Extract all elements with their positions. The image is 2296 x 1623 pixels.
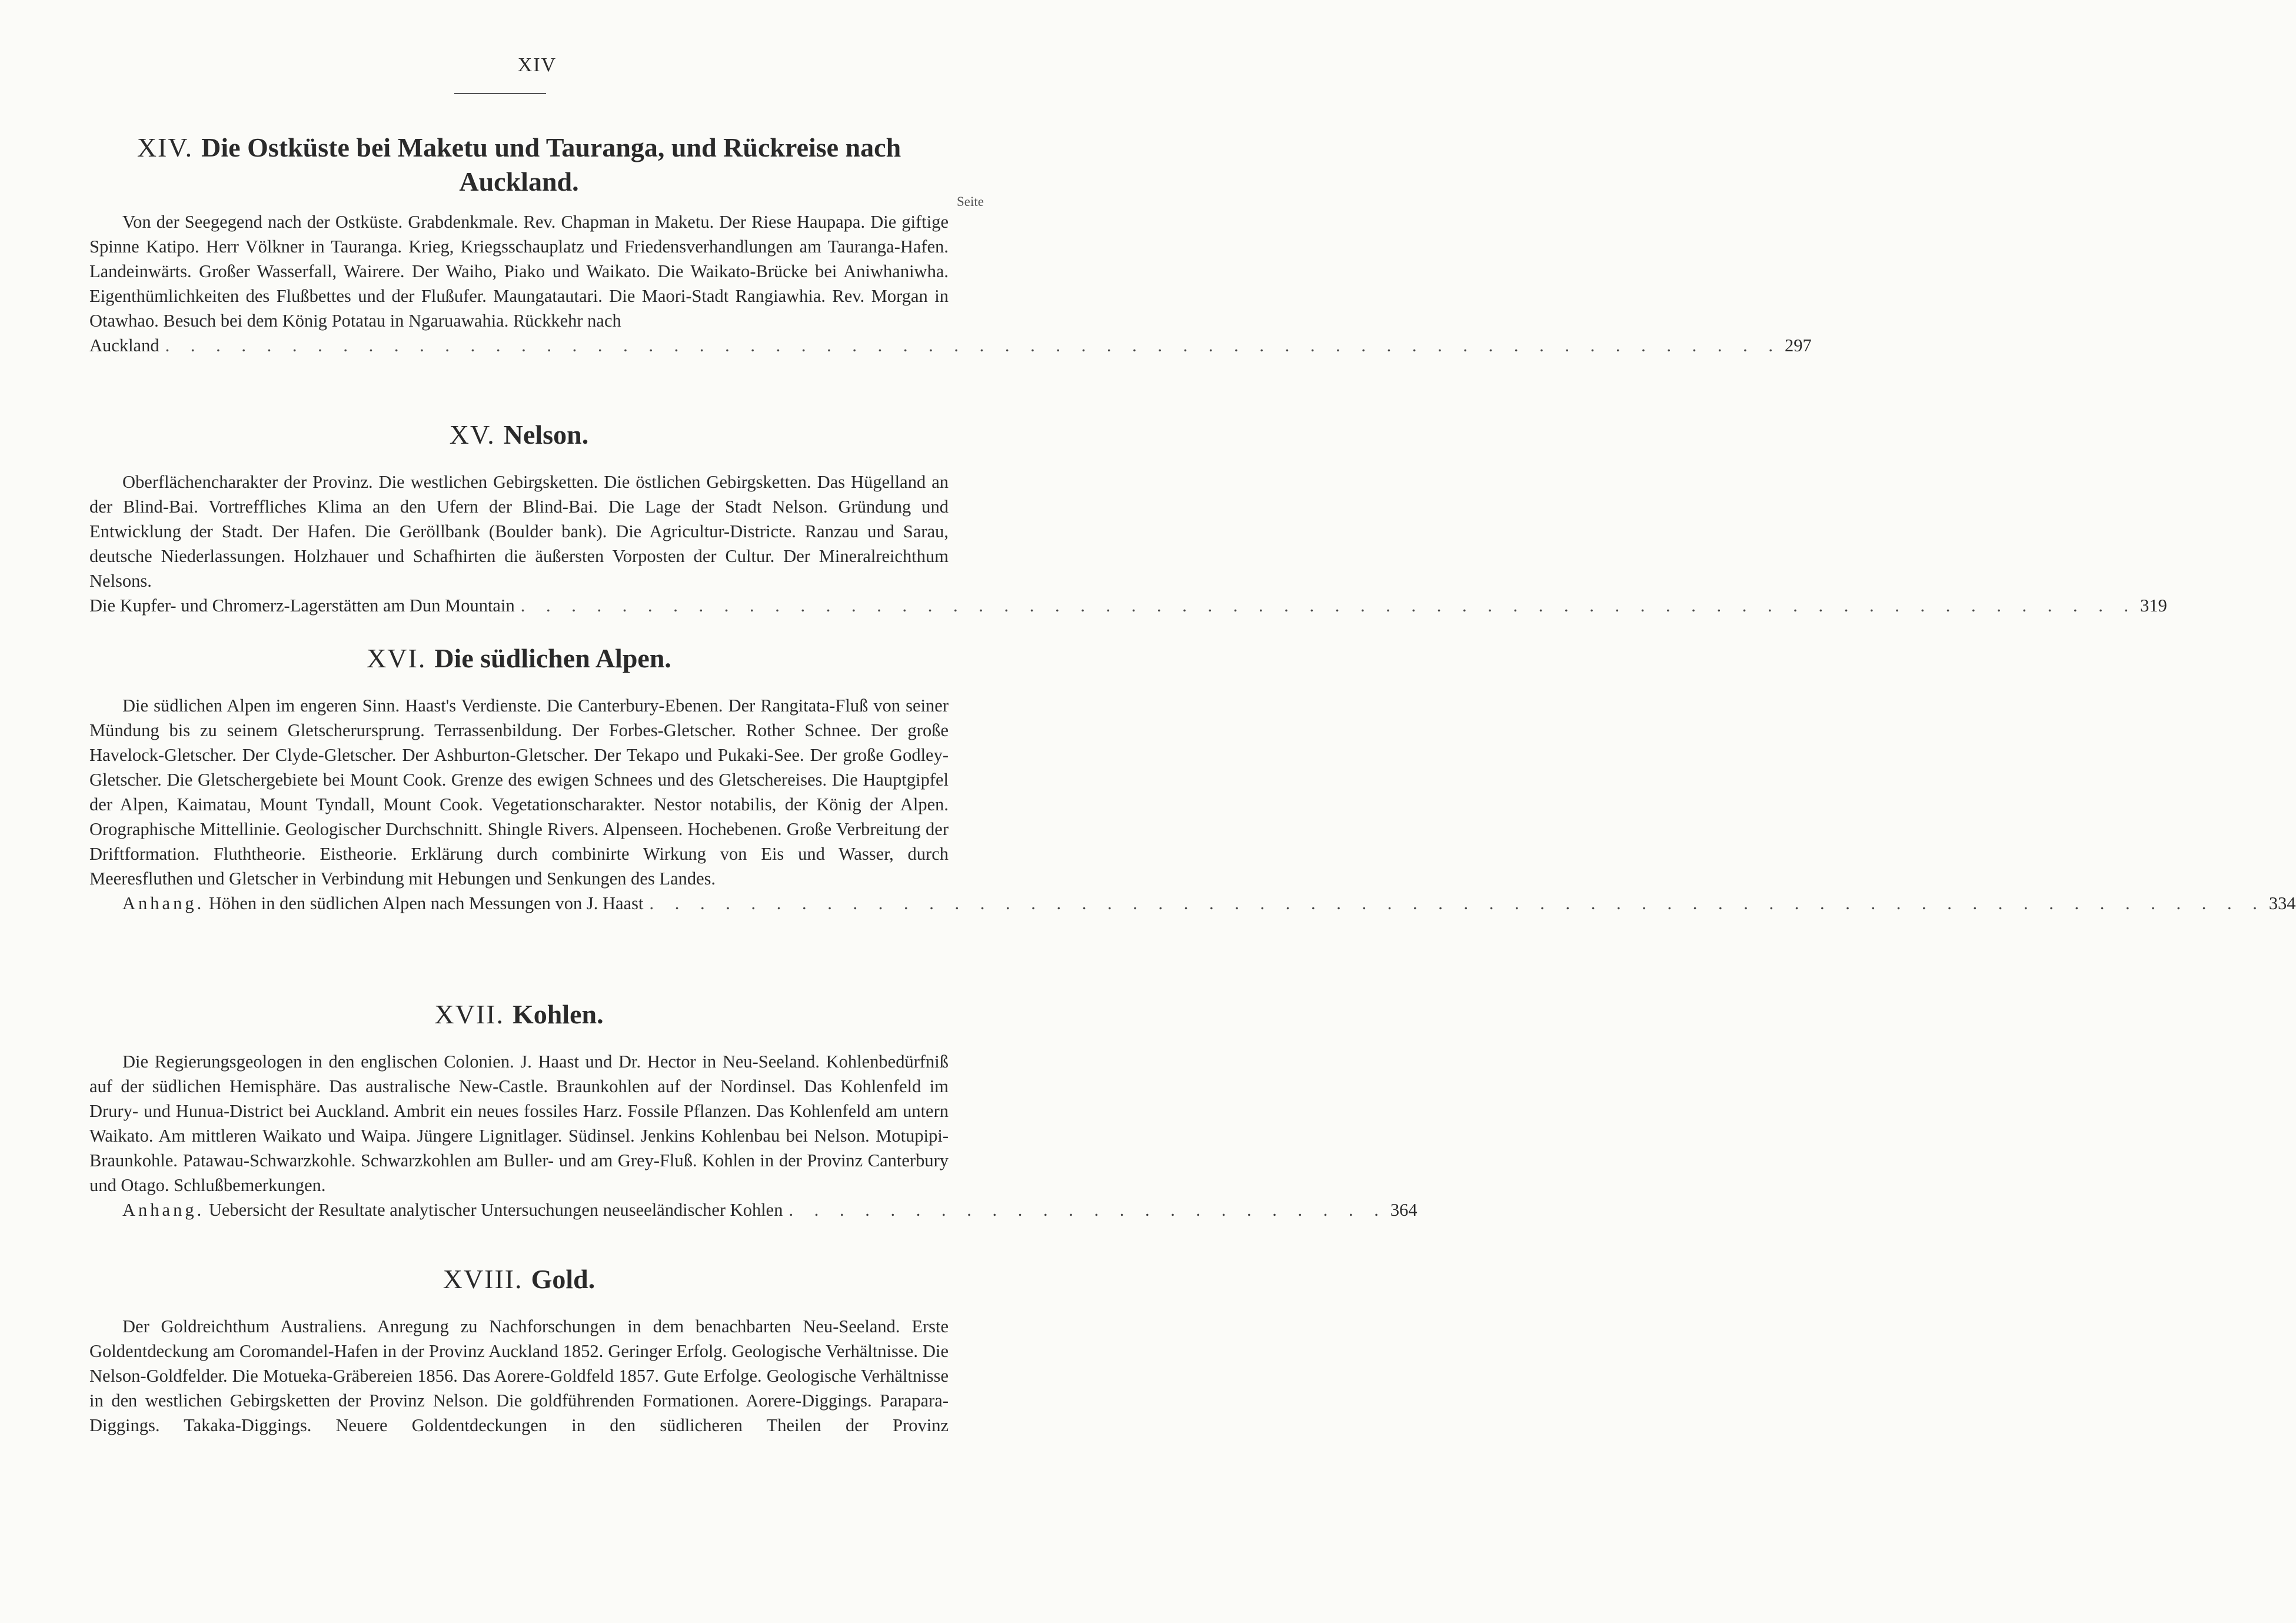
section-summary bbox=[89, 209, 1812, 358]
page-number: 297 bbox=[1784, 335, 1812, 355]
page-number: 364 bbox=[1390, 1200, 1417, 1220]
section-heading bbox=[89, 131, 949, 199]
anhang-text: Höhen in den südlichen Alpen nach Messungen von J. Haast bbox=[208, 893, 644, 913]
toc-line-text: Auckland bbox=[89, 335, 159, 355]
toc-line bbox=[89, 593, 2167, 618]
section-title: Gold. bbox=[531, 1264, 595, 1294]
section-title: Die südlichen Alpen. bbox=[434, 643, 671, 673]
summary-text: Die Regierungsgeologen in den englischen Colonien. J. Haast und Dr. Hector in Neu-Seeland. Kohlenbedürfniß auf der südlichen Hemisphäre. Das australische New-Castle. Braunkohlen auf der Nordinsel. Das Kohlenfeld im Drury- und Hunua-District bei Auckland. Ambrit ein neues fossiles Harz. Fossile Pflanzen. Das Kohlenfeld am untern Waikato. Am mittleren Waikato und Waipa. Jüngere Lignitlager. Südinsel. Jenkins Kohlenbau bei Nelson. Motupipi-Braunkohle. Patawau-Schwarzkohle. Schwarzkohlen am Buller- und am Grey-Fluß. Kohlen in der Provinz Canterbury und Otago. Schlußbemerkungen. bbox=[89, 1052, 949, 1195]
toc-line bbox=[89, 1198, 1417, 1222]
section-xv bbox=[89, 418, 2167, 618]
dot-leader: . . . . . . . . . . . . . . . . . . . . . . . . . . . . . . . . . . . . . . . . . . . . . . . . . . . . . . . . . . . . . . . . bbox=[649, 893, 2265, 913]
section-xvii bbox=[89, 997, 1417, 1222]
head-rule bbox=[454, 93, 546, 94]
summary-text: Oberflächencharakter der Provinz. Die westlichen Gebirgsketten. Die östlichen Gebirgsketten. Das Hügelland an der Blind-Bai. Vortreffliches Klima an den Ufern der Blind-Bai. Die Lage der Stadt Nelson. Gründung und Entwicklung der Stadt. Der Hafen. Die Geröllbank (Boulder bank). Die Agricultur-Districte. Ranzau und Sarau, deutsche Niederlassungen. Holzhauer und Schafhirten die äußersten Vorposten der Cultur. Der Mineralreichthum Nelsons. bbox=[89, 472, 949, 591]
section-title: Nelson. bbox=[503, 420, 589, 450]
section-number: XVII. bbox=[434, 999, 504, 1029]
anhang-label: Anhang. bbox=[122, 893, 205, 913]
anhang-label: Anhang. bbox=[122, 1200, 205, 1220]
toc-line-text: Die Kupfer- und Chromerz-Lagerstätten am Dun Mountain bbox=[89, 596, 515, 616]
dot-leader: . . . . . . . . . . . . . . . . . . . . . . . . bbox=[788, 1200, 1387, 1220]
section-summary bbox=[89, 1314, 949, 1438]
section-heading bbox=[89, 641, 949, 676]
summary-text: Die südlichen Alpen im engeren Sinn. Haast's Verdienste. Die Canterbury-Ebenen. Der Rangitata-Fluß von seiner Mündung bis zu seinem Gletscherursprung. Terrassenbildung. Der Forbes-Gletscher. Rother Schnee. Der große Havelock-Gletscher. Der Clyde-Gletscher. Der Ashburton-Gletscher. Der Tekapo und Pukaki-See. Der große Godley-Gletscher. Die Gletschergebiete bei Mount Cook. Grenze des ewigen Schnees und des Gletschereises. Die Hauptgipfel der Alpen, Kaimatau, Mount Tyndall, Mount Cook. Vegetationscharakter. Nestor notabilis, der König der Alpen. Orographische Mittellinie. Geologischer Durchschnitt. Shingle Rivers. Alpenseen. Hochebenen. Große Verbreitung der Driftformation. Fluththeorie. Eistheorie. Erklärung durch combinirte Wirkung von Eis und Wasser, durch Meeresfluthen und Gletscher in Verbindung mit Hebungen und Senkungen des Landes. bbox=[89, 696, 949, 889]
section-summary bbox=[89, 470, 2167, 618]
running-head-page-number: XIV bbox=[517, 54, 557, 76]
toc-line-text bbox=[122, 891, 643, 916]
anhang-text: Uebersicht der Resultate analytischer Untersuchungen neuseeländischer Kohlen bbox=[208, 1200, 783, 1220]
section-xvi bbox=[89, 641, 2296, 916]
toc-line-text bbox=[122, 1198, 783, 1222]
section-heading bbox=[89, 997, 949, 1032]
section-title: Die Ostküste bei Maketu und Tauranga, und Rückreise nach Auckland. bbox=[201, 132, 901, 197]
page-number: 319 bbox=[2140, 596, 2167, 616]
section-summary bbox=[89, 693, 2296, 916]
section-title: Kohlen. bbox=[512, 999, 604, 1029]
dot-leader: . . . . . . . . . . . . . . . . . . . . . . . . . . . . . . . . . . . . . . . . . . . . . . . . . . . . . . . . . . . . . . . . bbox=[520, 596, 2137, 616]
summary-text: Von der Seegegend nach der Ostküste. Grabdenkmale. Rev. Chapman in Maketu. Der Riese Haupapa. Die giftige Spinne Katipo. Herr Völkner in Tauranga. Krieg, Kriegsschauplatz und Friedensverhandlungen am Tauranga-Hafen. Landeinwärts. Großer Wasserfall, Wairere. Der Waiho, Piako und Waikato. Die Waikato-Brücke bei Aniwhaniwha. Eigenthümlichkeiten des Flußbettes und der Flußufer. Maungatautari. Die Maori-Stadt Rangiawhia. Rev. Morgan in Otawhao. Besuch bei dem König Potatau in Ngaruawahia. Rückkehr nach bbox=[89, 212, 949, 331]
section-heading bbox=[89, 1262, 949, 1296]
section-summary bbox=[89, 1049, 1417, 1222]
dot-leader: . . . . . . . . . . . . . . . . . . . . . . . . . . . . . . . . . . . . . . . . . . . . . . . . . . . . . . . . . . . . . . . . bbox=[165, 335, 1781, 355]
toc-line bbox=[89, 333, 1812, 358]
section-number: XVIII. bbox=[442, 1264, 523, 1294]
section-number: XIV. bbox=[137, 132, 194, 162]
toc-line bbox=[89, 891, 2296, 916]
section-xviii bbox=[89, 1262, 949, 1438]
page-number: 334 bbox=[2268, 893, 2296, 913]
section-number: XV. bbox=[449, 420, 495, 450]
seite-label: Seite bbox=[957, 194, 984, 209]
summary-text: Der Goldreichthum Australiens. Anregung zu Nachforschungen in dem benachbarten Neu-Seeland. Erste Goldentdeckung am Coromandel-Hafen in der Provinz Auckland 1852. Geringer Erfolg. Geologische Verhältnisse. Die Nelson-Goldfelder. Die Motueka-Gräbereien 1856. Das Aorere-Goldfeld 1857. Gute Erfolge. Geologische Verhältnisse in den westlichen Gebirgsketten der Provinz Nelson. Die goldführenden Formationen. Aorere-Diggings. Parapara-Diggings. Takaka-Diggings. Neuere Goldentdeckungen in den südlicheren Theilen der Provinz bbox=[89, 1316, 949, 1435]
section-heading bbox=[89, 418, 949, 452]
section-number: XVI. bbox=[367, 643, 427, 673]
